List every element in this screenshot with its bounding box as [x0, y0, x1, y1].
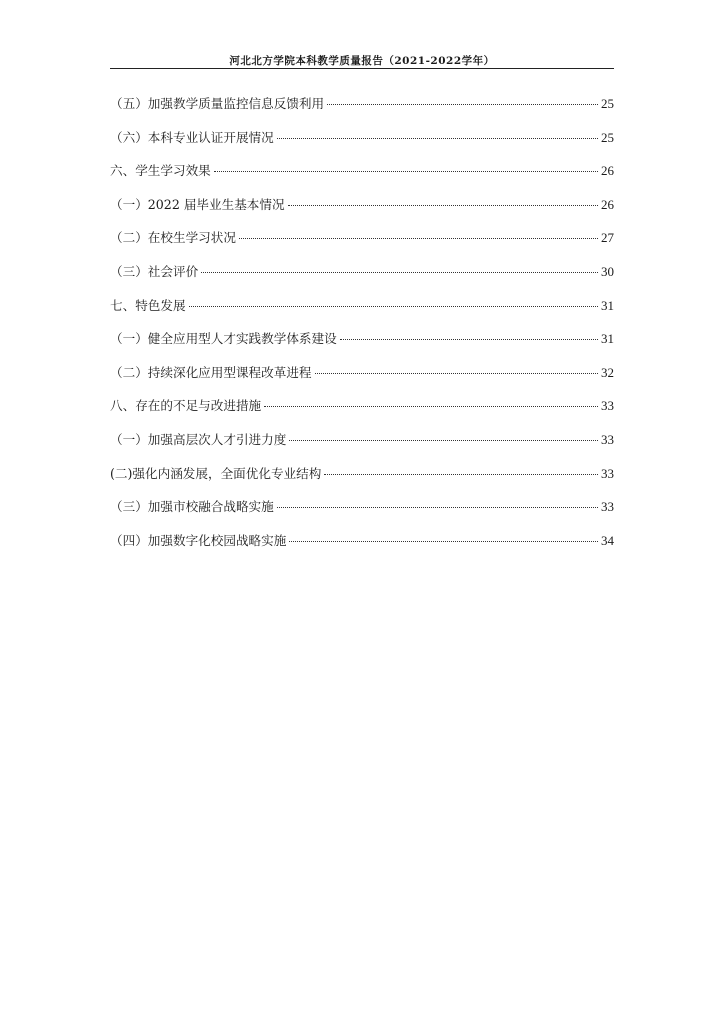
toc-leader-dots	[315, 373, 599, 374]
toc-entry[interactable]	[110, 429, 614, 463]
toc-entry-title: 六、学生学习效果	[110, 163, 211, 179]
toc-leader-dots	[277, 507, 598, 508]
toc-entry-page: 26	[601, 196, 614, 212]
toc-entry-title: （三）社会评价	[110, 263, 199, 279]
toc-entry-title: 八、存在的不足与改进措施	[110, 398, 262, 414]
toc-entry[interactable]	[110, 227, 614, 261]
toc-leader-dots	[289, 440, 598, 441]
toc-entry[interactable]	[110, 463, 614, 497]
toc-entry-title: （三）加强市校融合战略实施	[110, 499, 274, 515]
toc-entry-title: （四）加强数字化校园战略实施	[110, 532, 287, 548]
toc-entry-page: 26	[601, 163, 614, 179]
toc-leader-dots	[239, 238, 598, 239]
toc-entry[interactable]	[110, 127, 614, 161]
toc-entry[interactable]	[110, 395, 614, 429]
toc-entry[interactable]	[110, 496, 614, 530]
toc-entry-page: 34	[601, 532, 614, 548]
toc-entry-page: 30	[601, 263, 614, 279]
toc-entry-title: （二）持续深化应用型课程改革进程	[110, 364, 312, 380]
toc-leader-dots	[288, 205, 598, 206]
toc-leader-dots	[324, 474, 598, 475]
toc-leader-dots	[277, 138, 598, 139]
running-header: 河北北方学院本科教学质量报告（2021-2022学年）	[229, 55, 495, 67]
header-rule	[110, 68, 614, 69]
table-of-contents	[110, 93, 614, 563]
toc-entry-page: 27	[601, 230, 614, 246]
toc-entry-title: 七、特色发展	[110, 297, 186, 313]
toc-entry[interactable]	[110, 328, 614, 362]
toc-entry-page: 33	[601, 431, 614, 447]
toc-entry-title: (二)强化内涵发展，全面优化专业结构	[110, 465, 322, 481]
toc-leader-dots	[189, 306, 598, 307]
toc-entry-page: 33	[601, 398, 614, 414]
toc-entry-title: （一）2022 届毕业生基本情况	[110, 196, 285, 212]
toc-entry-page: 25	[601, 129, 614, 145]
toc-entry[interactable]	[110, 160, 614, 194]
toc-entry-page: 33	[601, 465, 614, 481]
toc-entry-page: 25	[601, 96, 614, 111]
toc-leader-dots	[340, 339, 598, 340]
toc-entry-title: （一）加强高层次人才引进力度	[110, 431, 287, 447]
toc-leader-dots	[264, 406, 598, 407]
toc-leader-dots	[201, 272, 598, 273]
toc-entry[interactable]	[110, 362, 614, 396]
toc-entry-page: 31	[601, 297, 614, 313]
toc-entry-page: 31	[601, 331, 614, 347]
toc-entry-page: 32	[601, 364, 614, 380]
toc-entry-title: （六）本科专业认证开展情况	[110, 129, 274, 145]
toc-entry-title: （二）在校生学习状况	[110, 230, 236, 246]
toc-entry[interactable]	[110, 261, 614, 295]
toc-entry[interactable]	[110, 295, 614, 329]
toc-leader-dots	[214, 171, 598, 172]
toc-entry-title: （一）健全应用型人才实践教学体系建设	[110, 331, 337, 347]
toc-leader-dots	[327, 104, 598, 105]
toc-entry[interactable]	[110, 194, 614, 228]
toc-entry-page: 33	[601, 499, 614, 515]
toc-entry[interactable]	[110, 530, 614, 564]
toc-leader-dots	[289, 541, 598, 542]
toc-entry-title: （五）加强教学质量监控信息反馈利用	[110, 96, 325, 111]
toc-entry[interactable]	[110, 93, 614, 127]
